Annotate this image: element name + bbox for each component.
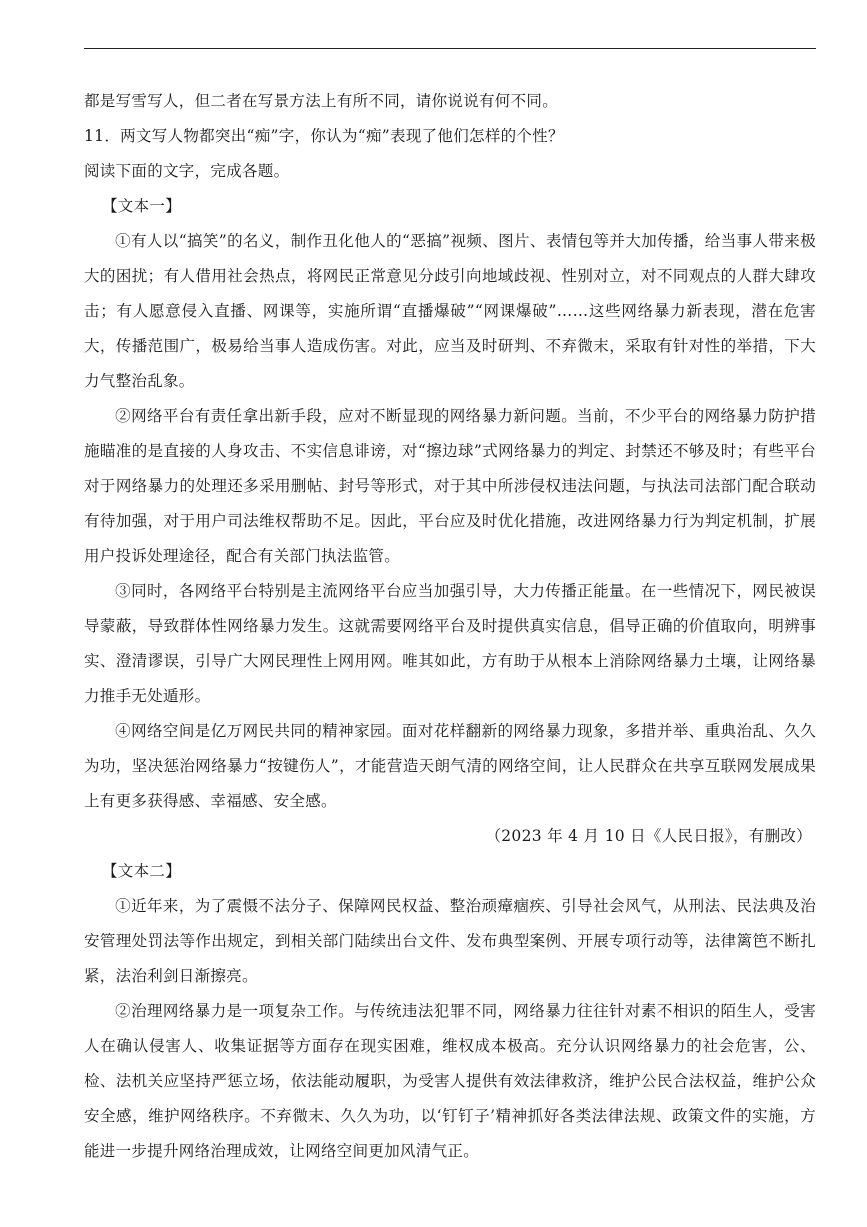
text1-paragraph-2: ②网络平台有责任拿出新手段，应对不断显现的网络暴力新问题。当前，不少平台的网络暴力防护措施瞄准的是直接的人身攻击、不实信息诽谤，对“擦边球”式网络暴力的判定、封禁还不够及时；有些平台对于网络暴力的处理还多采用删帖、封号等形式，对于其中所涉侵权违法问题，与执法司法部门配合联动有待加强，对于用户司法维权帮助不足。因此，平台应及时优化措施，改进网络暴力行为判定机制，扩展用户投诉处理途径，配合有关部门执法监管。	[84, 407, 816, 565]
text1-heading: 【文本一】	[102, 197, 182, 215]
text1-paragraph-4: ④网络空间是亿万网民共同的精神家园。面对花样翻新的网络暴力现象，多措并举、重典治乱、久久为功，坚决惩治网络暴力“按键伤人”，才能营造天朗气清的网络空间，让人民群众在共享互联网发展成果上有更多获得感、幸福感、安全感。	[84, 722, 816, 810]
question-11: 11．两文写人物都突出“痴”字，你认为“痴”表现了他们怎样的个性？	[84, 127, 564, 145]
text2-paragraph-2: ②治理网络暴力是一项复杂工作。与传统违法犯罪不同，网络暴力往往针对素不相识的陌生人，受害人在确认侵害人、收集证据等方面存在现实困难，维权成本极高。充分认识网络暴力的社会危害，公、检、法机关应坚持严惩立场，依法能动履职，为受害人提供有效法律救济，维护公民合法权益，维护公众安全感，维护网络秩序。不弃微末、久久为功，以‘钉钉子’精神抓好各类法律法规、政策文件的实施，方能进一步提升网络治理成效，让网络空间更加风清气正。	[84, 1002, 816, 1160]
document-body	[84, 84, 816, 1169]
question-continuation: 都是写雪写人，但二者在写景方法上有所不同，请你说说有何不同。	[84, 92, 559, 110]
text1-paragraph-1: ①有人以“搞笑”的名义，制作丑化他人的“恶搞”视频、图片、表情包等并大加传播，给当事人带来极大的困扰；有人借用社会热点，将网民正常意见分歧引向地域歧视、性别对立，对不同观点的人群大肆攻击；有人愿意侵入直播、网课等，实施所谓“直播爆破”“网课爆破”……这些网络暴力新表现，潜在危害大，传播范围广，极易给当事人造成伤害。对此，应当及时研判、不弃微末，采取有针对性的举措，下大力气整治乱象。	[84, 232, 816, 390]
text2-heading: 【文本二】	[102, 862, 182, 880]
text1-source: （2023 年 4 月 10 日《人民日报》，有删改）	[485, 827, 812, 845]
text1-paragraph-3: ③同时，各网络平台特别是主流网络平台应当加强引导，大力传播正能量。在一些情况下，网民被误导蒙蔽，导致群体性网络暴力发生。这就需要网络平台及时提供真实信息，倡导正确的价值取向，明辨事实、澄清谬误，引导广大网民理性上网用网。唯其如此，方有助于从根本上消除网络暴力土壤，让网络暴力推手无处遁形。	[84, 582, 816, 705]
header-rule	[84, 48, 816, 49]
text2-paragraph-1: ①近年来，为了震慑不法分子、保障网民权益、整治顽瘴痼疾、引导社会风气，从刑法、民法典及治安管理处罚法等作出规定，到相关部门陆续出台文件、发布典型案例、开展专项行动等，法律篱笆不断扎紧，法治利剑日渐擦亮。	[84, 897, 816, 985]
reading-instruction: 阅读下面的文字，完成各题。	[84, 162, 290, 180]
